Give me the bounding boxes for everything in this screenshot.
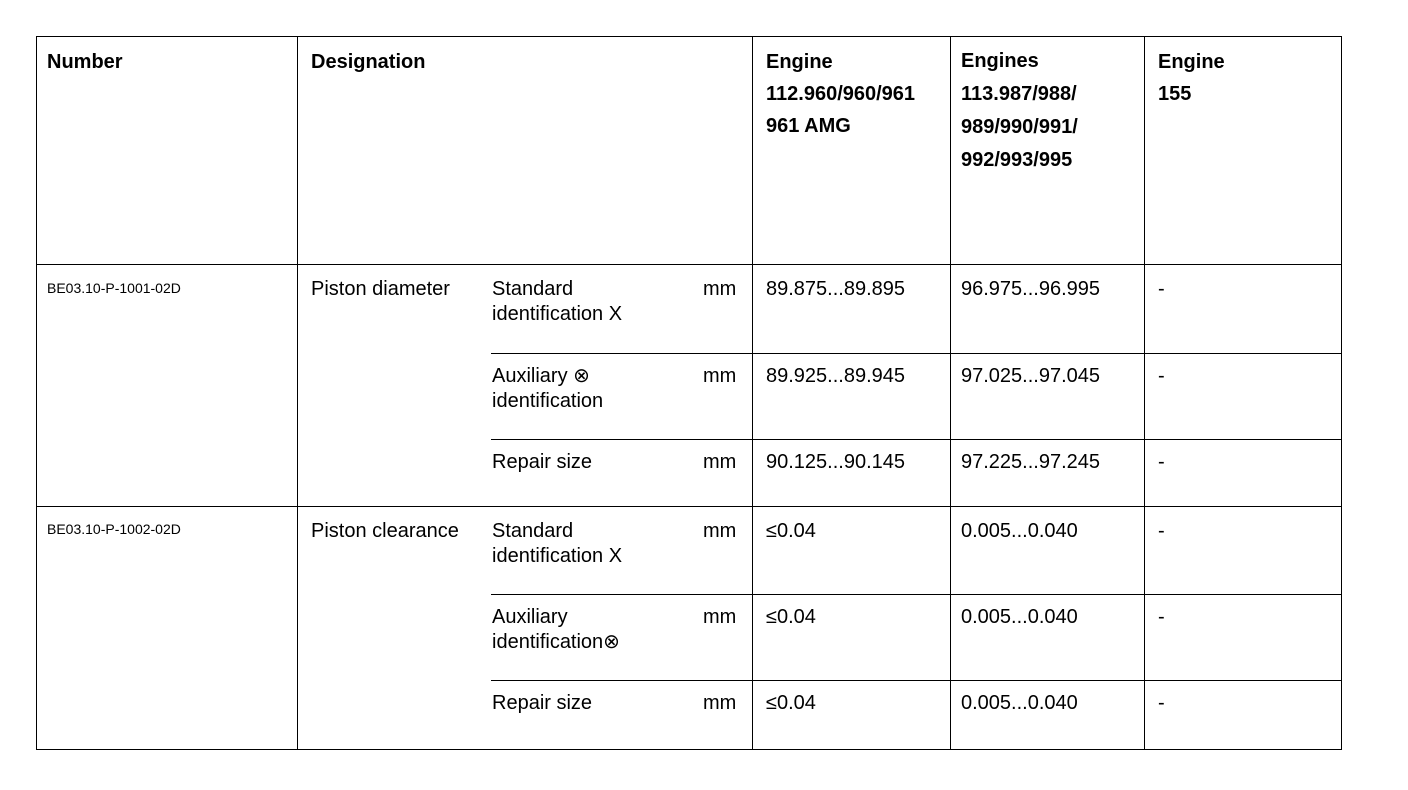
value-engine-3: -: [1158, 278, 1165, 300]
designation: Piston diameter: [311, 278, 450, 300]
sub-line: Auxiliary ⊗: [492, 365, 590, 387]
sub-designation: [492, 605, 620, 655]
header-line: Engine: [1158, 51, 1225, 73]
header-line: 113.987/988/: [961, 83, 1077, 105]
value-engine-2: 0.005...0.040: [961, 692, 1078, 714]
sub-designation: [492, 277, 622, 327]
row-divider: [491, 439, 1341, 440]
value-engine-2: 97.025...97.045: [961, 365, 1101, 387]
part-number: BE03.10-P-1001-02D: [47, 280, 181, 296]
sub-line: Standard: [492, 278, 574, 300]
header-line: 112.960/960/961: [766, 83, 916, 105]
value-engine-3: -: [1158, 520, 1165, 542]
row-divider: [37, 264, 1341, 265]
value-engine-2: 96.975...96.995: [961, 278, 1101, 300]
header-number: Number: [47, 51, 123, 73]
header-line: Engine: [766, 51, 833, 73]
part-number: BE03.10-P-1002-02D: [47, 521, 181, 537]
header-line: 989/990/991/: [961, 116, 1078, 138]
value-engine-3: -: [1158, 451, 1165, 473]
sub-line: Standard: [492, 520, 574, 542]
header-line: Engines: [961, 50, 1039, 72]
col-divider: [950, 37, 951, 749]
unit: mm: [703, 520, 737, 542]
value-engine-1: 90.125...90.145: [766, 451, 906, 473]
sub-line: identification⊗: [492, 631, 620, 653]
header-line: 961 AMG: [766, 115, 851, 137]
sub-designation: [492, 691, 592, 716]
unit: mm: [703, 365, 737, 387]
unit: mm: [703, 451, 737, 473]
value-engine-1: ≤0.04: [766, 606, 816, 628]
value-engine-2: 97.225...97.245: [961, 451, 1101, 473]
sub-designation: [492, 364, 603, 414]
value-engine-3: -: [1158, 606, 1165, 628]
sub-line: identification X: [492, 545, 623, 567]
value-engine-1: ≤0.04: [766, 520, 816, 542]
unit: mm: [703, 606, 737, 628]
designation: Piston clearance: [311, 520, 459, 542]
header-engine-1: [766, 46, 915, 142]
sub-line: identification: [492, 390, 604, 412]
sub-designation: [492, 519, 622, 569]
value-engine-3: -: [1158, 365, 1165, 387]
unit: mm: [703, 692, 737, 714]
row-divider: [491, 680, 1341, 681]
row-divider: [491, 594, 1341, 595]
sub-line: identification X: [492, 303, 623, 325]
value-engine-1: ≤0.04: [766, 692, 816, 714]
col-divider: [297, 37, 298, 749]
spec-table: [36, 36, 1342, 750]
value-engine-1: 89.925...89.945: [766, 365, 906, 387]
col-divider: [752, 37, 753, 749]
sub-line: Repair size: [492, 451, 593, 473]
header-line: 155: [1158, 83, 1192, 105]
sub-line: Auxiliary: [492, 606, 568, 628]
header-engine-3: [1158, 46, 1225, 110]
col-divider: [1144, 37, 1145, 749]
unit: mm: [703, 278, 737, 300]
row-divider: [37, 506, 1341, 507]
value-engine-2: 0.005...0.040: [961, 606, 1078, 628]
value-engine-1: 89.875...89.895: [766, 278, 906, 300]
value-engine-2: 0.005...0.040: [961, 520, 1078, 542]
row-divider: [491, 353, 1341, 354]
header-engine-2: [961, 45, 1078, 177]
value-engine-3: -: [1158, 692, 1165, 714]
header-line: 992/993/995: [961, 149, 1073, 171]
header-designation: Designation: [311, 51, 426, 73]
sub-designation: [492, 450, 592, 475]
sub-line: Repair size: [492, 692, 593, 714]
